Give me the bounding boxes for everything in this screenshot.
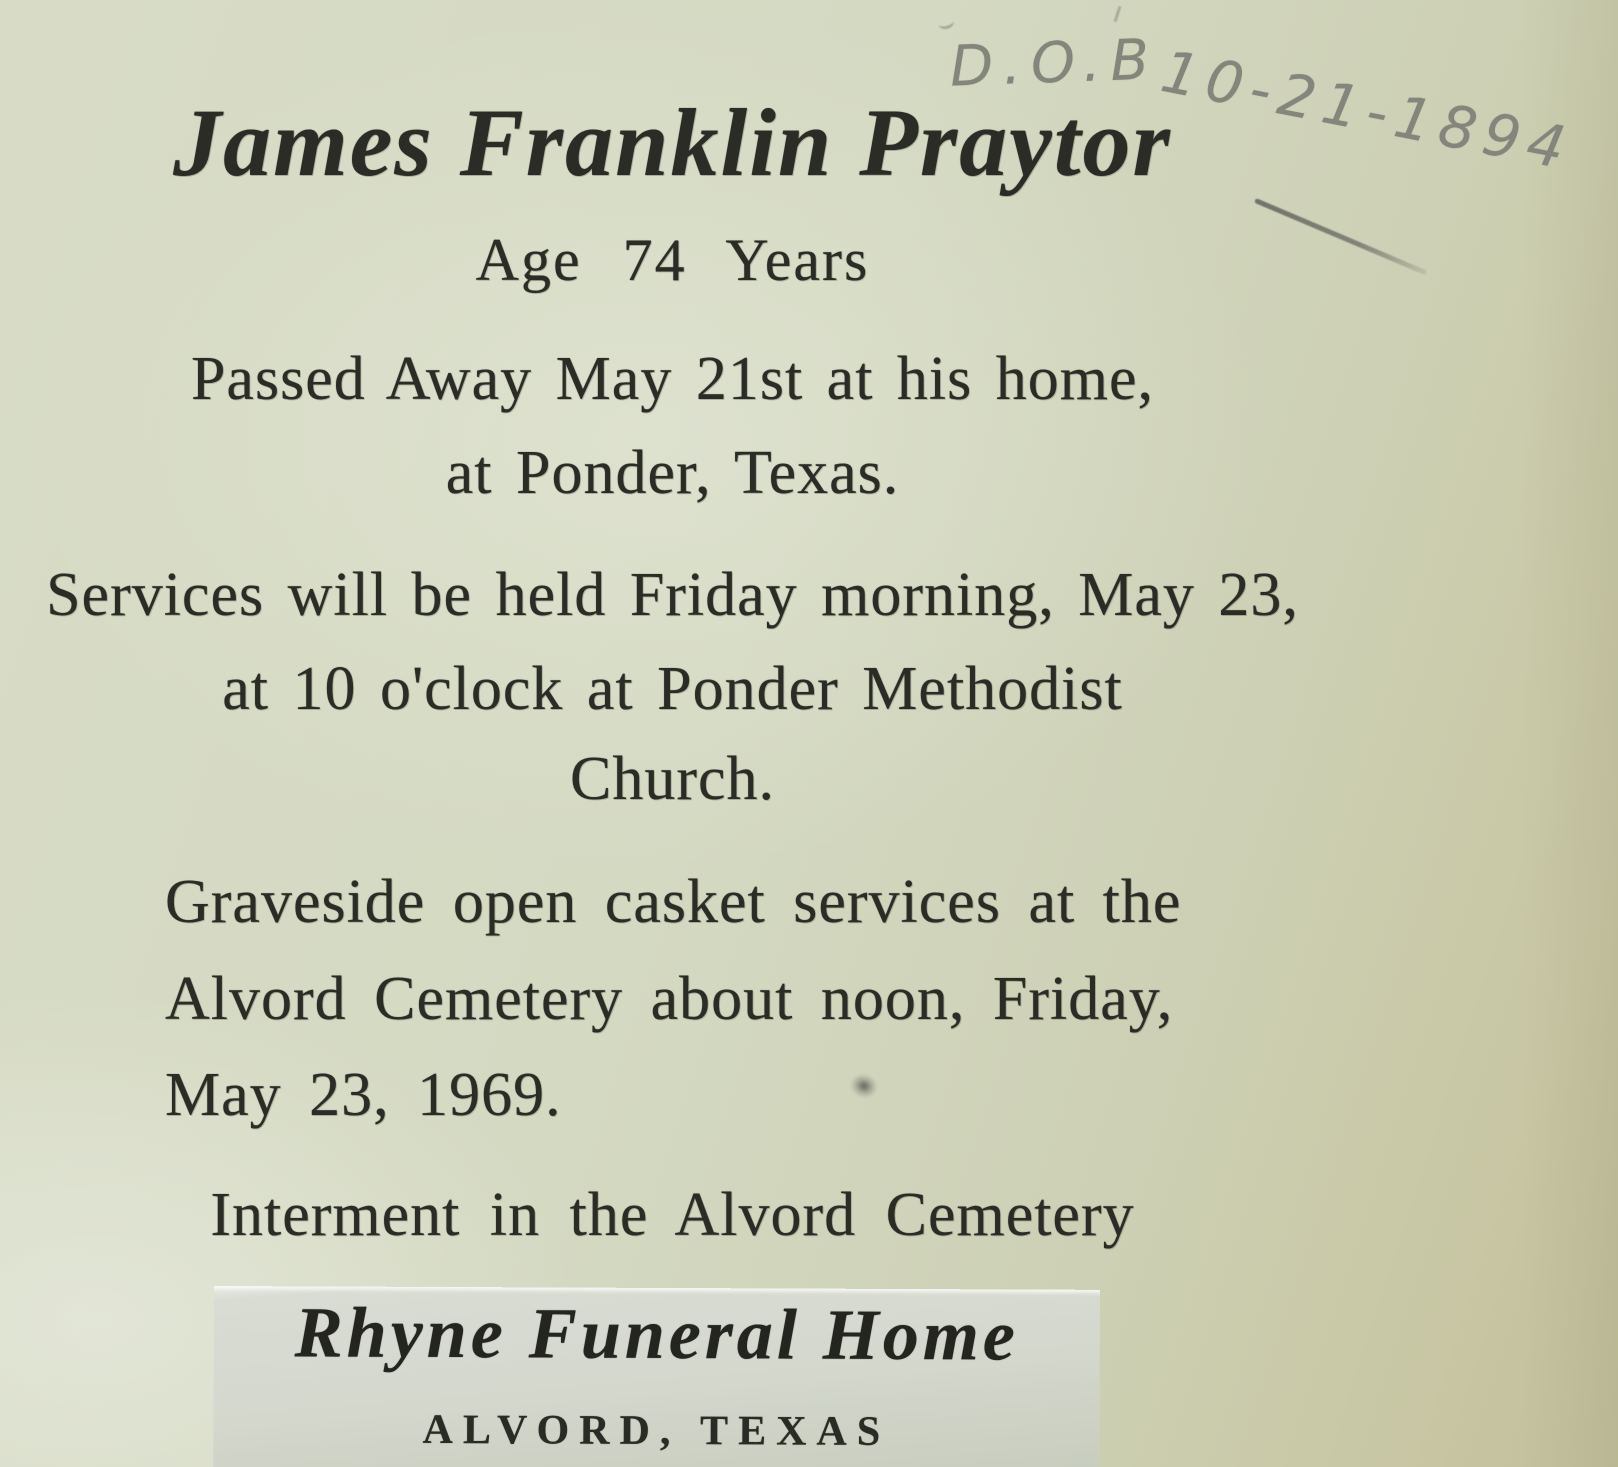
age-line: Age 74 Years: [475, 227, 870, 293]
graveside-line-1: Graveside open casket services at the: [165, 868, 1182, 936]
handwritten-dob-date: 10-21-1894: [1155, 37, 1579, 184]
funeral-home-name: Rhyne Funeral Home: [294, 1292, 1019, 1376]
interment-line: Interment in the Alvord Cemetery: [210, 1181, 1135, 1249]
services-line-2: at 10 o'clock at Ponder Methodist: [222, 655, 1123, 723]
services-line-3: Church.: [569, 745, 776, 813]
graveside-line-2: Alvord Cemetery about noon, Friday,: [165, 965, 1174, 1033]
handwritten-dob-label: D.O.B: [948, 27, 1161, 100]
services-line-1: Services will be held Friday morning, May 23,: [46, 561, 1299, 629]
passed-away-line-1: Passed Away May 21st at his home,: [190, 345, 1155, 413]
passed-away-line-2: at Ponder, Texas.: [445, 439, 900, 507]
funeral-home-card: [213, 1286, 1100, 1467]
deceased-name: James Franklin Praytor: [173, 89, 1172, 196]
graveside-line-3: May 23, 1969.: [165, 1061, 562, 1129]
funeral-home-city: ALVORD, TEXAS: [422, 1406, 891, 1455]
